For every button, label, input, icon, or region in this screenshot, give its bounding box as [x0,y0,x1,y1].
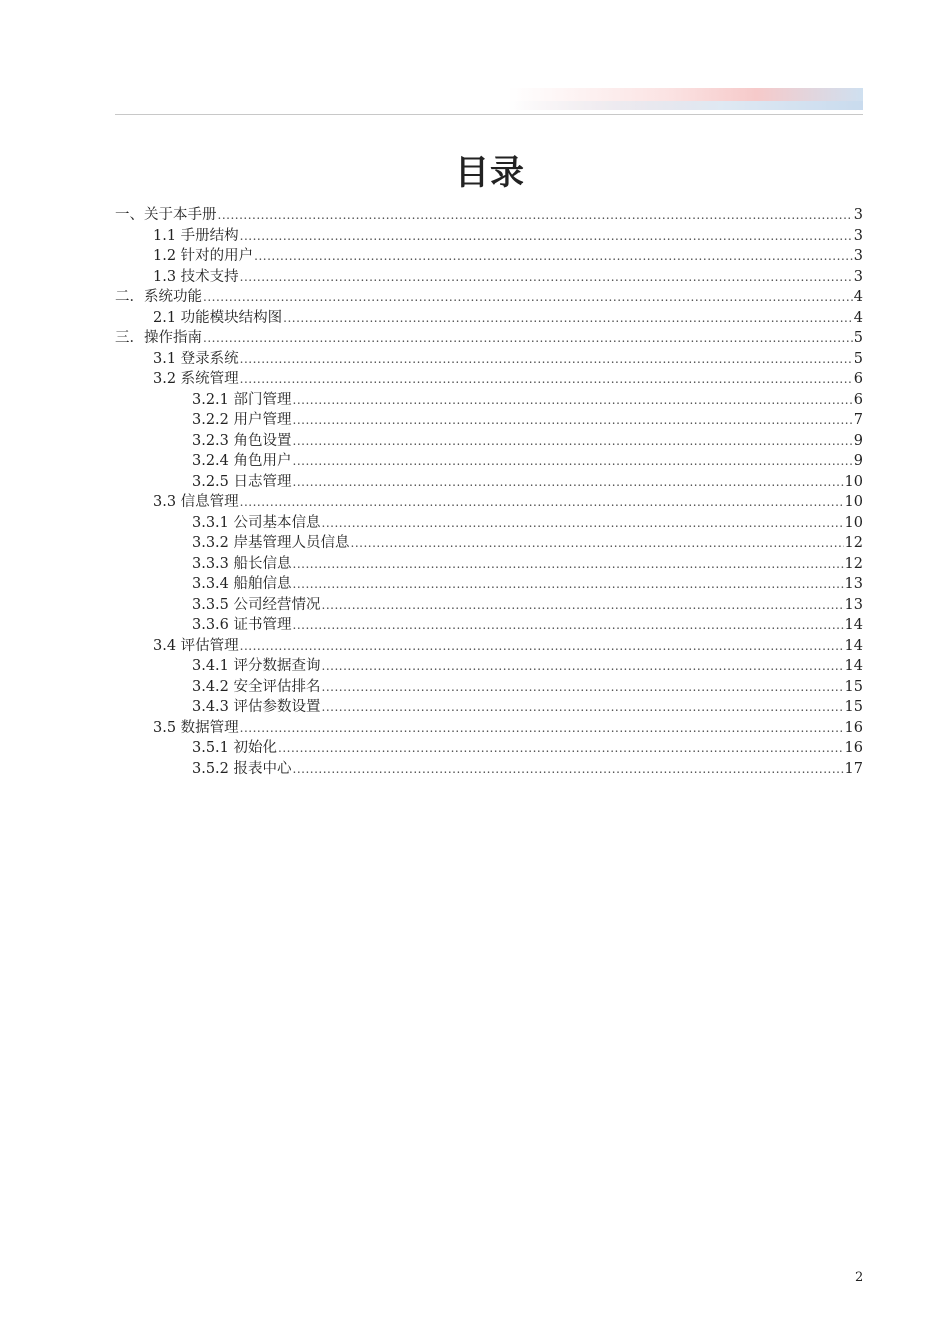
toc-entry-page: 17 [844,760,863,777]
toc-entry-page: 7 [853,412,863,428]
toc-entry-page: 3 [853,248,863,264]
toc-dot-leader [293,472,844,493]
toc-entry-label: 2.1 功能模块结构图 [153,309,283,326]
toc-entry-page: 4 [853,289,863,305]
toc-entry-label: 3.3.4 船舶信息 [192,576,292,592]
toc-entry[interactable] [115,328,863,349]
toc-entry-label: 3.5.1 初始化 [192,740,278,756]
page-title: 目录 [455,153,525,193]
toc-dot-leader [322,697,844,718]
toc-entry-label: 3.4.1 评分数据查询 [192,658,321,674]
toc-entry-label: 3.5.2 报表中心 [192,760,292,777]
toc-entry[interactable] [115,390,863,411]
toc-dot-leader [322,656,844,677]
toc-dot-leader [293,390,853,411]
toc-entry[interactable] [115,492,863,513]
toc-dot-leader [240,226,853,247]
toc-entry-label: 一、关于本手册 [115,207,217,223]
page-number: 2 [855,1270,864,1285]
toc-entry[interactable] [115,451,863,472]
toc-dot-leader [293,554,844,575]
header-rule [115,114,863,115]
toc-dot-leader [322,595,844,616]
toc-dot-leader [240,349,853,370]
toc-entry[interactable] [115,287,863,308]
toc-entry-page: 15 [844,699,863,715]
toc-entry-label: 3.2.3 角色设置 [192,432,292,449]
toc-entry[interactable] [115,205,863,226]
toc-dot-leader [240,492,844,513]
toc-entry-label: 3.1 登录系统 [153,350,239,367]
toc-entry-label: 3.2.4 角色用户 [192,453,292,469]
toc-entry[interactable] [115,697,863,718]
toc-entry-label: 1.1 手册结构 [153,227,239,244]
toc-entry-page: 13 [844,596,863,613]
toc-dot-leader [283,308,853,329]
toc-dot-leader [240,267,853,288]
toc-dot-leader [322,677,844,698]
toc-dot-leader [203,328,853,349]
toc-dot-leader [240,369,853,390]
toc-entry[interactable] [115,472,863,493]
toc-entry-label: 二．系统功能 [115,289,202,305]
toc-entry-label: 3.4.2 安全评估排名 [192,678,321,695]
toc-entry-page: 9 [853,432,863,449]
toc-entry-label: 3.3 信息管理 [153,494,239,510]
toc-entry-label: 1.2 针对的用户 [153,248,254,264]
toc-entry-label: 3.4 评估管理 [153,637,239,654]
toc-dot-leader [351,533,844,554]
toc-entry[interactable] [115,369,863,390]
toc-entry-page: 3 [853,227,863,244]
toc-dot-leader [293,410,853,431]
toc-entry[interactable] [115,431,863,452]
toc-entry[interactable] [115,595,863,616]
toc-entry-label: 3.3.2 岸基管理人员信息 [192,535,350,551]
toc-dot-leader [293,574,844,595]
toc-entry-label: 3.3.6 证书管理 [192,617,292,633]
toc-entry[interactable] [115,513,863,534]
toc-entry[interactable] [115,226,863,247]
toc-entry-page: 15 [844,678,863,695]
toc-dot-leader [322,513,844,534]
toc-entry[interactable] [115,656,863,677]
toc-entry-page: 5 [853,330,863,346]
toc-entry[interactable] [115,759,863,780]
table-of-contents [115,205,863,779]
toc-entry[interactable] [115,574,863,595]
toc-entry[interactable] [115,677,863,698]
toc-entry-label: 1.3 技术支持 [153,268,239,285]
toc-dot-leader [203,287,853,308]
toc-entry-page: 10 [844,473,863,490]
toc-dot-leader [240,718,844,739]
toc-entry-page: 14 [844,617,863,633]
toc-entry-page: 4 [853,309,863,326]
toc-dot-leader [240,636,844,657]
toc-entry[interactable] [115,718,863,739]
toc-entry-page: 14 [844,658,863,674]
toc-entry[interactable] [115,246,863,267]
toc-entry[interactable] [115,636,863,657]
toc-entry-page: 9 [853,453,863,469]
toc-dot-leader [293,615,844,636]
toc-entry-page: 5 [853,350,863,367]
toc-entry[interactable] [115,349,863,370]
toc-dot-leader [293,759,844,780]
header-decoration [508,88,863,110]
toc-entry-label: 3.2.2 用户管理 [192,412,292,428]
toc-entry-label: 3.3.5 公司经营情况 [192,596,321,613]
toc-dot-leader [293,451,853,472]
toc-dot-leader [218,205,853,226]
toc-entry-page: 14 [844,637,863,654]
toc-entry[interactable] [115,533,863,554]
toc-entry[interactable] [115,615,863,636]
toc-entry-page: 6 [853,371,863,387]
toc-entry-label: 3.2.5 日志管理 [192,473,292,490]
toc-entry[interactable] [115,738,863,759]
toc-entry-label: 3.5 数据管理 [153,719,239,736]
toc-entry[interactable] [115,308,863,329]
toc-entry-page: 6 [853,391,863,408]
toc-entry-page: 10 [844,494,863,510]
toc-entry-page: 13 [844,576,863,592]
toc-entry-label: 3.3.3 船长信息 [192,555,292,572]
toc-entry-label: 三．操作指南 [115,330,202,346]
toc-entry-page: 12 [844,535,863,551]
toc-entry-page: 3 [853,207,863,223]
toc-dot-leader [293,431,853,452]
toc-dot-leader [278,738,844,759]
toc-entry-page: 3 [853,268,863,285]
toc-dot-leader [254,246,853,267]
toc-entry-label: 3.4.3 评估参数设置 [192,699,321,715]
toc-entry-label: 3.2.1 部门管理 [192,391,292,408]
toc-entry[interactable] [115,267,863,288]
toc-entry-page: 10 [844,514,863,531]
toc-entry-label: 3.3.1 公司基本信息 [192,514,321,531]
toc-entry-label: 3.2 系统管理 [153,371,239,387]
toc-entry-page: 16 [844,719,863,736]
toc-entry[interactable] [115,410,863,431]
toc-entry-page: 16 [844,740,863,756]
toc-entry[interactable] [115,554,863,575]
toc-entry-page: 12 [844,555,863,572]
